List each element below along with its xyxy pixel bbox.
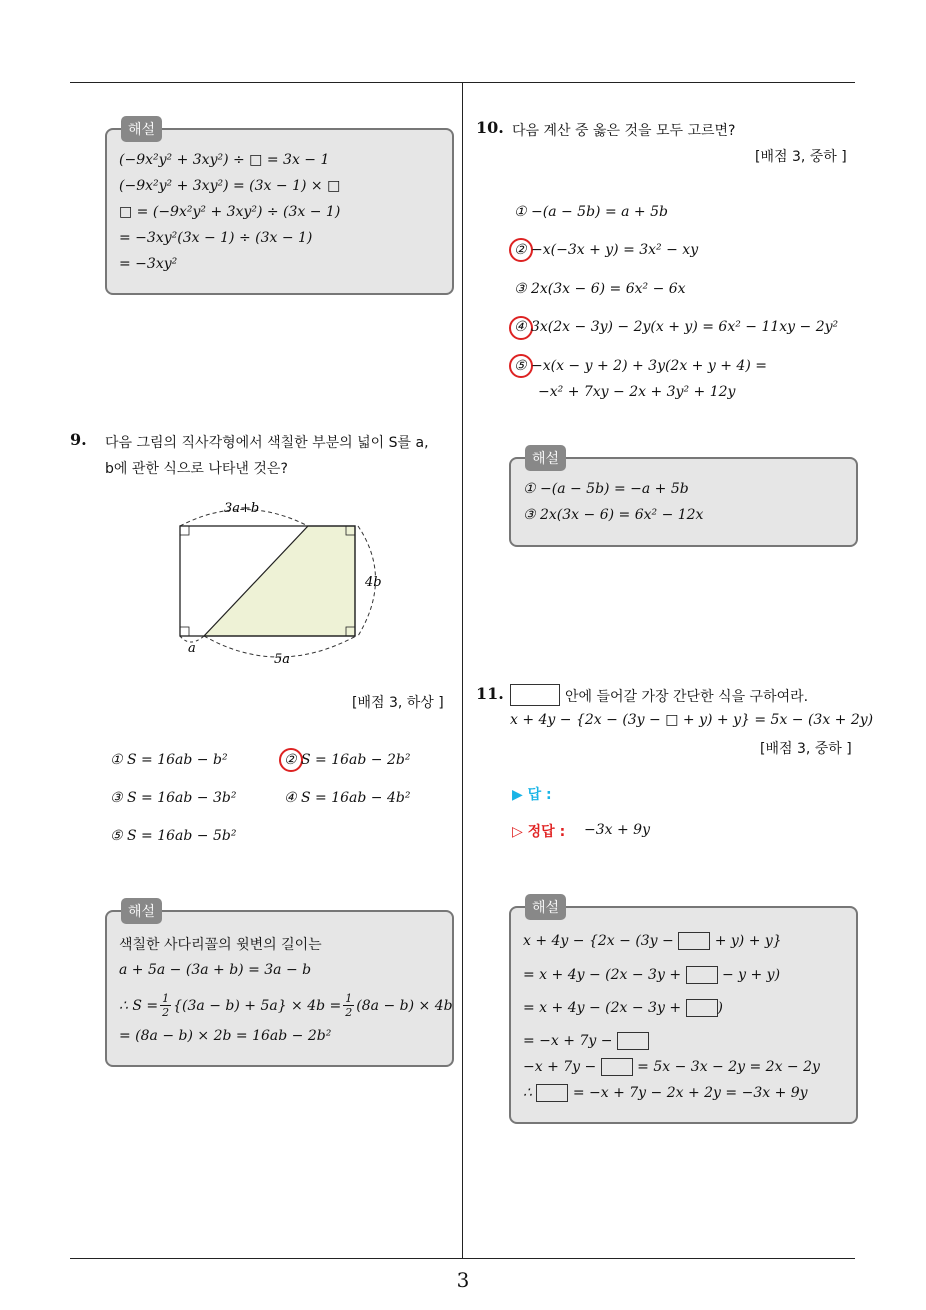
correct-answer-label: ▷ 정답 : — [512, 824, 566, 840]
option-5[interactable]: ⑤ S = 16ab − 5b² — [110, 828, 237, 844]
option-2[interactable]: ② −x(−3x + y) = 3x² − xy — [514, 242, 699, 258]
label-right: 4b — [365, 575, 382, 590]
question-11-number: 11. — [476, 684, 504, 703]
solution-tag: 해설 — [525, 894, 566, 920]
solution-tag: 해설 — [121, 116, 162, 142]
solution-line: 색칠한 사다리꼴의 윗변의 길이는 — [119, 937, 322, 953]
shaded-trapezoid — [204, 526, 355, 636]
right-angle-mark — [180, 627, 189, 636]
option-3[interactable]: ③ S = 16ab − 3b² — [110, 790, 237, 806]
option-5[interactable]: ⑤ −x(x − y + 2) + 3y(2x + y + 4) = — [514, 358, 767, 374]
solution-line: (−9x²y² + 3xy²) ÷ □ = 3x − 1 — [119, 152, 330, 168]
question-9-score: [배점 3, 하상 ] — [352, 695, 444, 711]
label-bottom-left: a — [188, 641, 196, 656]
answer-label: ▶ 답 : — [512, 787, 552, 803]
option-3[interactable]: ③ 2x(3x − 6) = 6x² − 6x — [514, 281, 686, 297]
solution-line: = (8a − b) × 2b = 16ab − 2b² — [119, 1028, 332, 1044]
solution-line: = x + 4y − (2x − 3y + − y + y) — [523, 967, 781, 983]
solution-11-box — [509, 900, 858, 1124]
question-9-number: 9. — [70, 430, 87, 449]
solution-line: ∴ S = $\frac{1}{2}$ {(3a − b) + 5a} × 4b = $\frac{1}{2}$ (8a − b) × 4b — [119, 992, 453, 1019]
option-1[interactable]: ① −(a − 5b) = a + 5b — [514, 204, 668, 220]
question-9-text: 다음 그림의 직사각형에서 색칠한 부분의 넓이 S를 a, — [105, 435, 429, 451]
solution-line: a + 5a − (3a + b) = 3a − b — [119, 962, 312, 978]
page-number: 3 — [456, 1268, 470, 1292]
option-4[interactable]: ④ S = 16ab − 4b² — [284, 790, 411, 806]
solution-line: (−9x²y² + 3xy²) = (3x − 1) × □ — [119, 178, 341, 194]
solution-line: = −x + 7y − — [523, 1032, 649, 1050]
solution-line: x + 4y − {2x − (3y − + y) + y} — [523, 933, 782, 949]
solution-10-box — [509, 451, 858, 547]
question-10-text: 다음 계산 중 옳은 것을 모두 고르면? — [512, 123, 736, 139]
rectangle-figure — [168, 498, 398, 668]
blank-box — [510, 684, 560, 706]
solution-line: −x + 7y − = 5x − 3x − 2y = 2x − 2y — [523, 1059, 820, 1075]
solution-line: □ = (−9x²y² + 3xy²) ÷ (3x − 1) — [119, 204, 341, 220]
option-2[interactable]: ② S = 16ab − 2b² — [284, 752, 411, 768]
question-11-score: [배점 3, 중하 ] — [760, 741, 852, 757]
question-11-text: 안에 들어갈 가장 간단한 식을 구하여라. — [565, 689, 809, 705]
solution-line: = −3xy² — [119, 256, 178, 272]
option-4[interactable]: ④ 3x(2x − 3y) − 2y(x + y) = 6x² − 11xy − 2y² — [514, 319, 839, 335]
question-11-equation: x + 4y − {2x − (3y − □ + y) + y} = 5x − (3x + 2y) — [510, 712, 874, 728]
solution-line: ∴ = −x + 7y − 2x + 2y = −3x + 9y — [523, 1085, 808, 1101]
question-9-text: b에 관한 식으로 나타낸 것은? — [105, 461, 288, 477]
solution-line: ③ 2x(3x − 6) = 6x² − 12x — [523, 507, 704, 523]
solution-tag: 해설 — [525, 445, 566, 471]
solution-9-box — [105, 904, 454, 1067]
solution-line: = x + 4y − (2x − 3y + ) — [523, 1000, 723, 1016]
column-divider — [462, 83, 463, 1259]
solution-line: ① −(a − 5b) = −a + 5b — [523, 481, 689, 497]
right-angle-mark — [180, 526, 189, 535]
label-top: 3a+b — [224, 501, 260, 516]
solution-line: = −3xy²(3x − 1) ÷ (3x − 1) — [119, 230, 313, 246]
question-10-score: [배점 3, 중하 ] — [755, 149, 847, 165]
option-5-continued: −x² + 7xy − 2x + 3y² + 12y — [538, 384, 736, 400]
correct-answer-value: −3x + 9y — [584, 822, 650, 838]
solution-tag: 해설 — [121, 898, 162, 924]
label-bottom: 5a — [274, 652, 291, 667]
question-10-number: 10. — [476, 118, 504, 137]
option-1[interactable]: ① S = 16ab − b² — [110, 752, 228, 768]
solution-8-box — [105, 122, 454, 295]
